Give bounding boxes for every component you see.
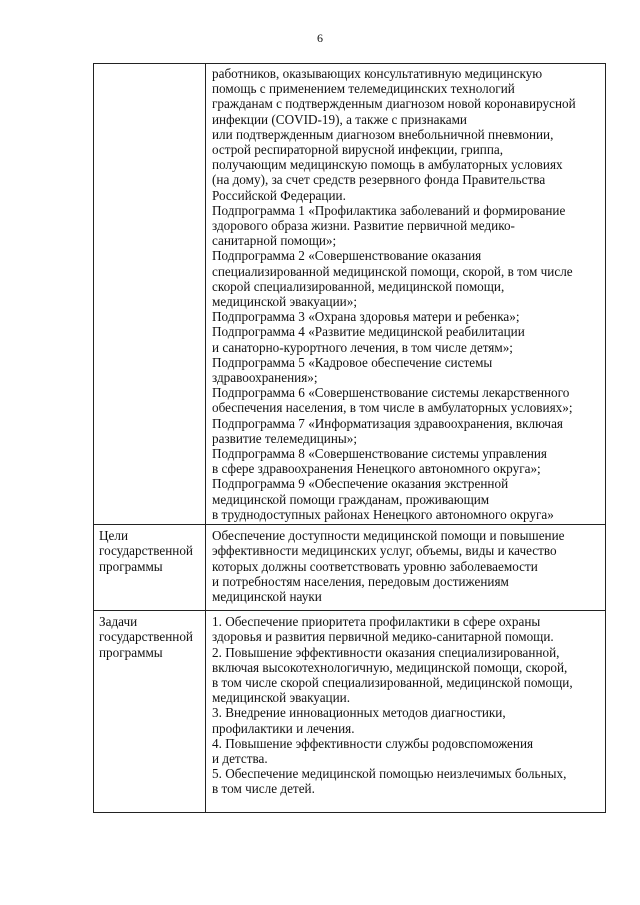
row-label-line: Задачи: [99, 614, 138, 630]
text-line: которых должны соответствовать уровню заболеваемости: [212, 558, 538, 574]
program-passport-table: [93, 63, 606, 813]
text-line: медицинской науки: [212, 588, 322, 604]
text-line: Подпрограмма 6 «Совершенствование системы лекарственного: [212, 385, 570, 401]
text-line: помощь с применением телемедицинских технологий: [212, 81, 515, 97]
text-line: в сфере здравоохранения Ненецкого автономного округа»;: [212, 461, 541, 477]
text-line: санитарной помощи»;: [212, 233, 337, 249]
text-line: эффективности медицинских услуг, объемы, виды и качество: [212, 543, 557, 559]
text-line: 2. Повышение эффективности оказания специализированной,: [212, 644, 560, 660]
text-line: работников, оказывающих консультативную медицинскую: [212, 66, 543, 81]
text-line: острой респираторной вирусной инфекции, гриппа,: [212, 142, 504, 158]
text-line: и санаторно-курортного лечения, в том числе детям»;: [212, 339, 513, 355]
text-line: Подпрограмма 8 «Совершенствование системы управления: [212, 446, 547, 462]
page-number: 6: [317, 31, 323, 45]
text-line: Российской Федерации.: [212, 187, 346, 203]
text-line: специализированной медицинской помощи, скорой, в том числе: [212, 263, 573, 279]
row-label-line: Цели: [99, 528, 129, 544]
row-content-cell: [206, 611, 606, 813]
text-line: здравоохранения»;: [212, 370, 318, 386]
text-line: 3. Внедрение инновационных методов диагностики,: [212, 705, 506, 721]
text-line: здорового образа жизни. Развитие первичной медико-: [212, 218, 515, 234]
text-line: в том числе скорой специализированной, медицинской помощи,: [212, 674, 573, 690]
row-content-cell: [206, 525, 606, 611]
table-row: [94, 611, 606, 813]
text-line: скорой специализированной, медицинской помощи,: [212, 278, 505, 294]
text-line: Подпрограмма 2 «Совершенствование оказания: [212, 248, 482, 264]
text-line: в труднодоступных районах Ненецкого автономного округа»: [212, 506, 554, 522]
text-line: обеспечения населения, в том числе в амбулаторных условиях»;: [212, 400, 573, 416]
table-row: [94, 525, 606, 611]
row-label-cell: [94, 525, 206, 611]
text-line: 5. Обеспечение медицинской помощью неизлечимых больных,: [212, 766, 567, 782]
text-line: Подпрограмма 3 «Охрана здоровья матери и ребенка»;: [212, 309, 520, 325]
text-line: 1. Обеспечение приоритета профилактики в сфере охраны: [212, 614, 541, 630]
text-line: медицинской эвакуации»;: [212, 294, 357, 310]
text-line: в том числе детей.: [212, 781, 315, 797]
text-line: Подпрограмма 5 «Кадровое обеспечение системы: [212, 354, 493, 370]
text-line: здоровья и развития первичной медико-санитарной помощи.: [212, 629, 554, 645]
text-line: включая высокотехнологичную, медицинской помощи, скорой,: [212, 659, 568, 675]
text-line: Подпрограмма 7 «Информатизация здравоохранения, включая: [212, 415, 563, 431]
row-label-line: государственной: [99, 543, 193, 559]
text-line: и потребностям населения, передовым достижениям: [212, 573, 509, 589]
text-line: и детства.: [212, 750, 268, 766]
row-label-cell: [94, 611, 206, 813]
row-label-line: государственной: [99, 629, 193, 645]
text-line: 4. Повышение эффективности службы родовспоможения: [212, 735, 534, 751]
row-label-line: программы: [99, 558, 163, 574]
text-line: Обеспечение доступности медицинской помощи и повышение: [212, 528, 565, 544]
row-label-cell: [94, 64, 206, 525]
text-line: инфекции (COVID-19), а также с признаками: [212, 111, 467, 127]
text-line: или подтвержденным диагнозом внебольничной пневмонии,: [212, 126, 554, 142]
row-content-cell: [206, 64, 606, 525]
row-label-line: программы: [99, 644, 163, 660]
table-row: [94, 64, 606, 525]
text-line: профилактики и лечения.: [212, 720, 355, 736]
text-line: Подпрограмма 4 «Развитие медицинской реабилитации: [212, 324, 525, 340]
text-line: медицинской эвакуации.: [212, 690, 351, 706]
text-line: Подпрограмма 1 «Профилактика заболеваний и формирование: [212, 202, 566, 218]
text-line: (на дому), за счет средств резервного фонда Правительства: [212, 172, 546, 188]
text-line: развитие телемедицины»;: [212, 430, 358, 446]
text-line: получающим медицинскую помощь в амбулаторных условиях: [212, 157, 563, 173]
text-line: медицинской помощи гражданам, проживающим: [212, 491, 490, 507]
text-line: Подпрограмма 9 «Обеспечение оказания экстренной: [212, 476, 509, 492]
text-line: гражданам с подтвержденным диагнозом новой коронавирусной: [212, 96, 576, 112]
